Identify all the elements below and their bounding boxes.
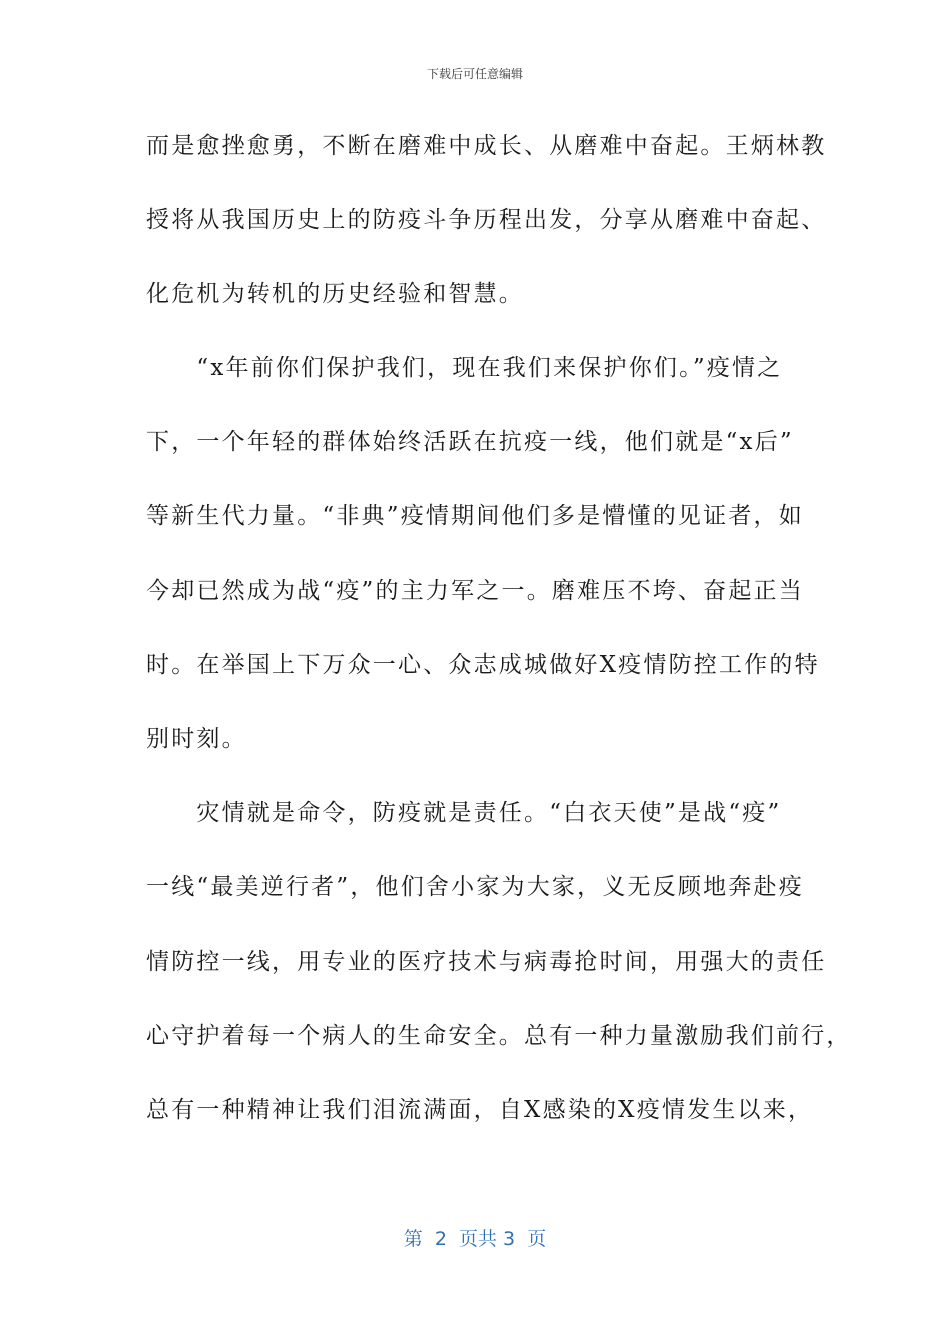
body-line: 时。在举国上下万众一心、众志成城做好X疫情防控工作的特 — [146, 652, 820, 678]
body-line: 情防控一线，用专业的医疗技术与病毒抢时间，用强大的责任 — [146, 949, 827, 975]
body-line: 而是愈挫愈勇，不断在磨难中成长、从磨难中奋起。王炳林教 — [146, 133, 827, 159]
body-line: 下，一个年轻的群体始终活跃在抗疫一线，他们就是“x后” — [146, 429, 794, 455]
body-line: 别时刻。 — [146, 726, 247, 752]
body-line: 一线“最美逆行者”，他们舍小家为大家，义无反顾地奔赴疫 — [146, 874, 804, 900]
body-line: 总有一种精神让我们泪流满面，自X感染的X疫情发生以来， — [146, 1097, 814, 1123]
body-line: 今却已然成为战“疫”的主力军之一。磨难压不垮、奋起正当 — [146, 578, 804, 604]
body-line: 化危机为转机的历史经验和智慧。 — [146, 281, 524, 307]
body-line: “x年前你们保护我们，现在我们来保护你们。”疫情之 — [146, 355, 783, 381]
page-header: 下载后可任意编辑 — [426, 67, 523, 81]
page-number-footer: 第 2 页共 3 页 — [403, 1228, 547, 1250]
body-line: 心守护着每一个病人的生命安全。总有一种力量激励我们前行， — [146, 1023, 852, 1049]
body-line: 灾情就是命令，防疫就是责任。“白衣天使”是战“疫” — [146, 800, 782, 826]
body-line: 授将从我国历史上的防疫斗争历程出发，分享从磨难中奋起、 — [146, 207, 827, 233]
body-line: 等新生代力量。“非典”疫情期间他们多是懵懂的见证者，如 — [146, 503, 804, 529]
